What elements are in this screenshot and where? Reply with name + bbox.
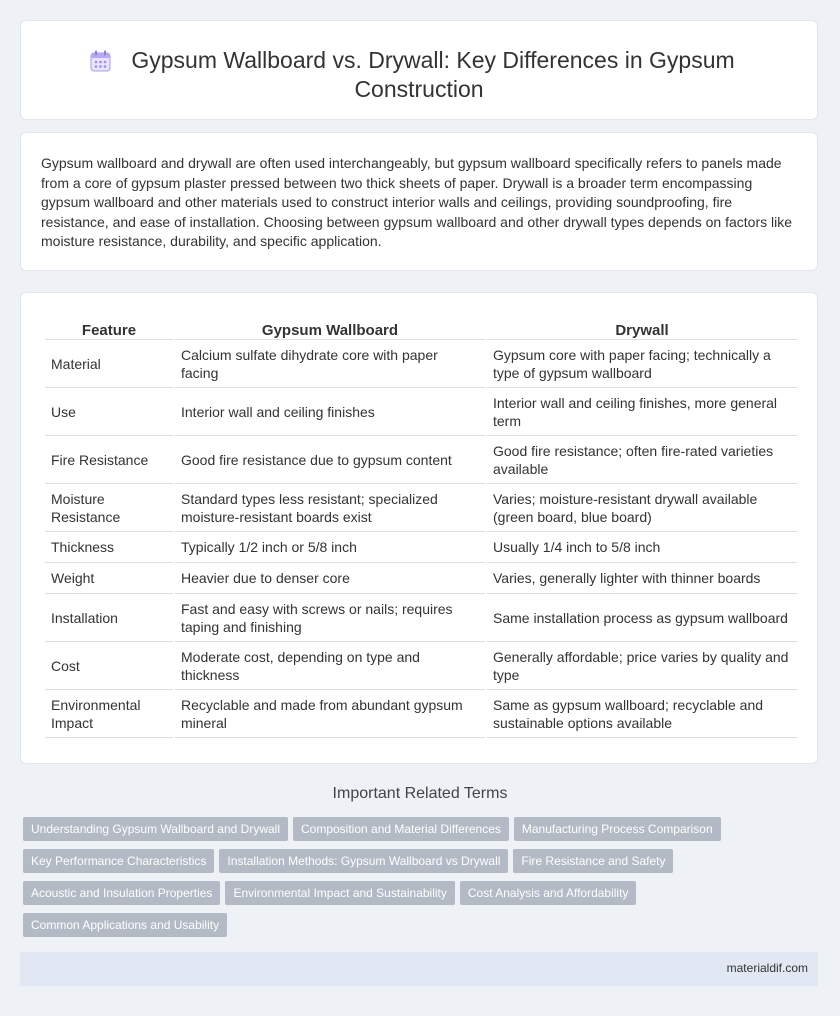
intro-card bbox=[20, 132, 818, 271]
related-term-tag[interactable]: Acoustic and Insulation Properties bbox=[23, 881, 220, 905]
related-term-tag[interactable]: Fire Resistance and Safety bbox=[513, 849, 673, 873]
tag-row bbox=[23, 881, 813, 913]
table-header-row bbox=[45, 315, 797, 340]
comparison-table bbox=[43, 315, 799, 738]
related-term-tag[interactable]: Installation Methods: Gypsum Wallboard vs Drywall bbox=[219, 849, 508, 873]
related-term-tag[interactable]: Common Applications and Usability bbox=[23, 913, 227, 937]
drywall-cell: Generally affordable; price varies by quality and type bbox=[487, 642, 797, 690]
intro-paragraph: Gypsum wallboard and drywall are often used interchangeably, but gypsum wallboard specifically refers to panels made from a core of gypsum plaster pressed between two thick sheets of paper. Drywall is a broader term encompassing gypsum wallboard and other materials used to construct interior walls and ceilings, providing soundproofing, fire resistance, and ease of installation. Choosing between gypsum wallboard and other drywall types depends on factors like moisture resistance, durability, and specific application. bbox=[41, 155, 792, 249]
related-term-tag[interactable]: Manufacturing Process Comparison bbox=[514, 817, 721, 841]
feature-cell: Material bbox=[45, 340, 173, 388]
gypsum-wallboard-cell: Heavier due to denser core bbox=[175, 563, 485, 594]
drywall-cell: Interior wall and ceiling finishes, more general term bbox=[487, 388, 797, 436]
drywall-cell: Same as gypsum wallboard; recyclable and sustainable options available bbox=[487, 690, 797, 738]
gypsum-wallboard-cell: Standard types less resistant; specialized moisture-resistant boards exist bbox=[175, 484, 485, 532]
gypsum-wallboard-cell: Typically 1/2 inch or 5/8 inch bbox=[175, 532, 485, 563]
header-drywall: Drywall bbox=[487, 315, 797, 340]
feature-cell: Installation bbox=[45, 594, 173, 642]
feature-cell: Weight bbox=[45, 563, 173, 594]
tag-row bbox=[23, 817, 813, 849]
feature-cell: Fire Resistance bbox=[45, 436, 173, 484]
comparison-card bbox=[20, 292, 818, 764]
table-row bbox=[45, 388, 797, 436]
gypsum-wallboard-cell: Good fire resistance due to gypsum content bbox=[175, 436, 485, 484]
drywall-cell: Gypsum core with paper facing; technically a type of gypsum wallboard bbox=[487, 340, 797, 388]
tag-row bbox=[23, 849, 813, 881]
title-card bbox=[20, 20, 818, 120]
feature-cell: Thickness bbox=[45, 532, 173, 563]
feature-cell: Environmental Impact bbox=[45, 690, 173, 738]
feature-cell: Use bbox=[45, 388, 173, 436]
related-terms-list bbox=[23, 817, 813, 945]
table-row bbox=[45, 594, 797, 642]
drywall-cell: Good fire resistance; often fire-rated varieties available bbox=[487, 436, 797, 484]
table-row bbox=[45, 532, 797, 563]
page-title bbox=[21, 46, 817, 104]
table-row bbox=[45, 690, 797, 738]
page-title-line-1: Gypsum Wallboard vs. Drywall: Key Differences in Gypsum bbox=[131, 47, 735, 73]
table-row bbox=[45, 340, 797, 388]
gypsum-wallboard-cell: Interior wall and ceiling finishes bbox=[175, 388, 485, 436]
related-term-tag[interactable]: Composition and Material Differences bbox=[293, 817, 509, 841]
table-row bbox=[45, 484, 797, 532]
header-feature: Feature bbox=[45, 315, 173, 340]
header-gypsum-wallboard: Gypsum Wallboard bbox=[175, 315, 485, 340]
related-term-tag[interactable]: Key Performance Characteristics bbox=[23, 849, 214, 873]
drywall-cell: Usually 1/4 inch to 5/8 inch bbox=[487, 532, 797, 563]
table-row bbox=[45, 642, 797, 690]
table-row bbox=[45, 563, 797, 594]
gypsum-wallboard-cell: Recyclable and made from abundant gypsum mineral bbox=[175, 690, 485, 738]
related-term-tag[interactable]: Understanding Gypsum Wallboard and Drywall bbox=[23, 817, 288, 841]
feature-cell: Cost bbox=[45, 642, 173, 690]
footer-site-link[interactable]: materialdif.com bbox=[726, 961, 808, 975]
drywall-cell: Varies, generally lighter with thinner boards bbox=[487, 563, 797, 594]
drywall-cell: Varies; moisture-resistant drywall available (green board, blue board) bbox=[487, 484, 797, 532]
gypsum-wallboard-cell: Moderate cost, depending on type and thickness bbox=[175, 642, 485, 690]
table-row bbox=[45, 436, 797, 484]
feature-cell: Moisture Resistance bbox=[45, 484, 173, 532]
related-term-tag[interactable]: Environmental Impact and Sustainability bbox=[225, 881, 454, 905]
footer bbox=[20, 952, 818, 986]
page-title-line-2: Construction bbox=[354, 76, 484, 102]
gypsum-wallboard-cell: Calcium sulfate dihydrate core with paper facing bbox=[175, 340, 485, 388]
drywall-cell: Same installation process as gypsum wallboard bbox=[487, 594, 797, 642]
tag-row bbox=[23, 913, 813, 945]
related-terms-title: Important Related Terms bbox=[332, 785, 508, 802]
related-term-tag[interactable]: Cost Analysis and Affordability bbox=[460, 881, 637, 905]
gypsum-wallboard-cell: Fast and easy with screws or nails; requires taping and finishing bbox=[175, 594, 485, 642]
